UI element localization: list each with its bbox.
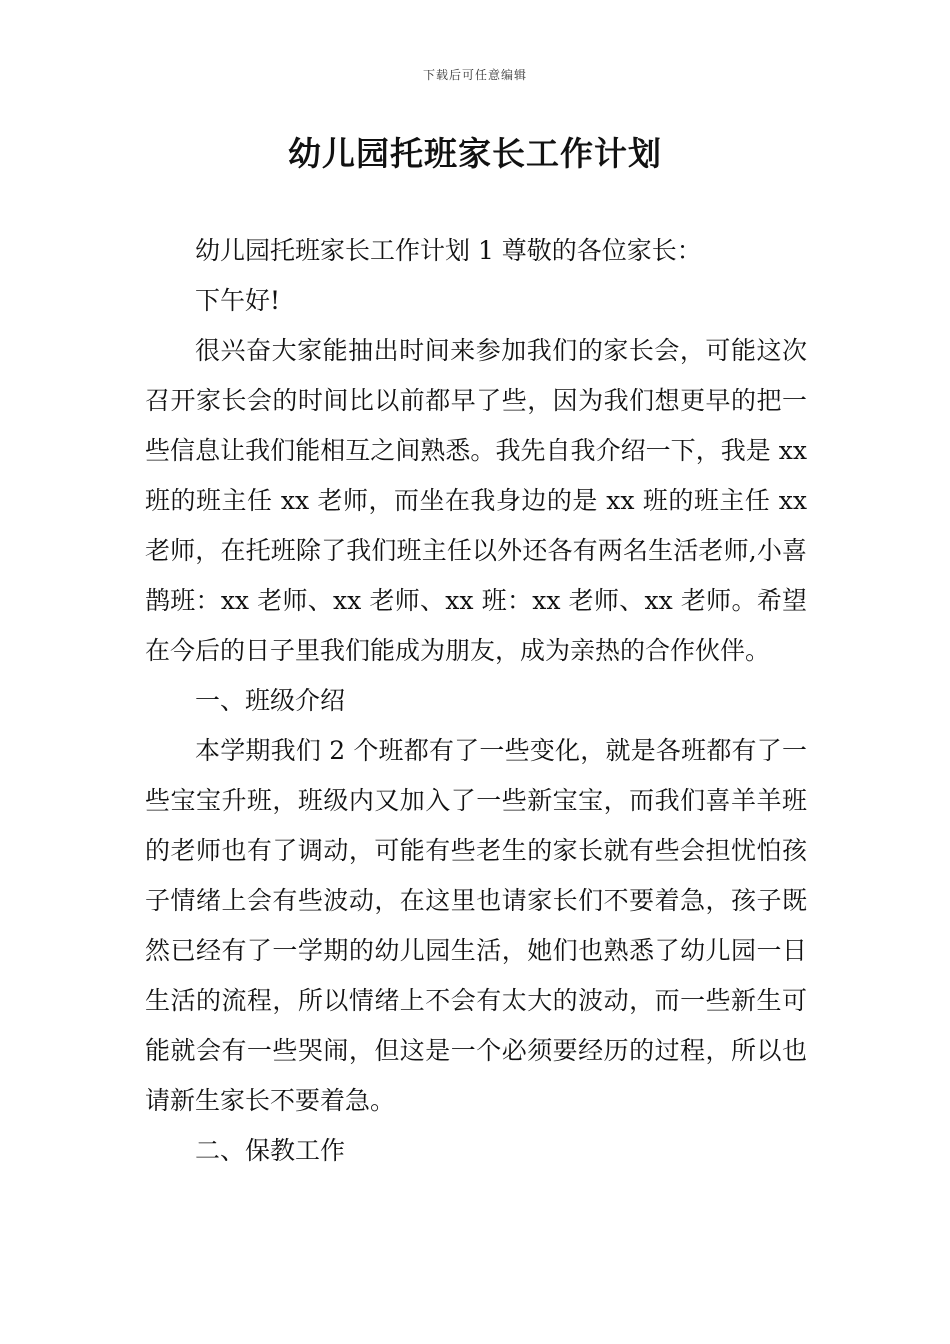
paragraph-class-intro: 本学期我们 2 个班都有了一些变化，就是各班都有了一些宝宝升班，班级内又加入了一些新宝宝，而我们喜羊羊班的老师也有了调动，可能有些老生的家长就有些会担忧怕孩子情绪上会有些波动，在这里也请家长们不要着急，孩子既然已经有了一学期的幼儿园生活，她们也熟悉了幼儿园一日生活的流程，所以情绪上不会有太大的波动，而一些新生可能就会有一些哭闹，但这是一个必须要经历的过程，所以也请新生家长不要着急。 [145, 736, 807, 1115]
header-note: 下载后可任意编辑 [422, 68, 527, 82]
document-body [145, 226, 807, 1176]
section-heading-care-education: 二、保教工作 [195, 1136, 346, 1165]
paragraph-introduction: 很兴奋大家能抽出时间来参加我们的家长会，可能这次召开家长会的时间比以前都早了些，因为我们想更早的把一些信息让我们能相互之间熟悉。我先自我介绍一下，我是 xx 班的班主任 xx 老师，而坐在我身边的是 xx 班的班主任 xx 老师，在托班除了我们班主任以外还各有两名生活老师,小喜鹊班：xx 老师、xx 老师、xx 班：xx 老师、xx 老师。希望在今后的日子里我们能成为朋友，成为亲热的合作伙伴。 [145, 336, 807, 665]
paragraph-greeting: 幼儿园托班家长工作计划 1 尊敬的各位家长： [195, 236, 702, 265]
section-heading-class-intro: 一、班级介绍 [195, 686, 346, 715]
paragraph-salutation: 下午好! [195, 286, 281, 315]
document-title: 幼儿园托班家长工作计划 [288, 134, 662, 173]
